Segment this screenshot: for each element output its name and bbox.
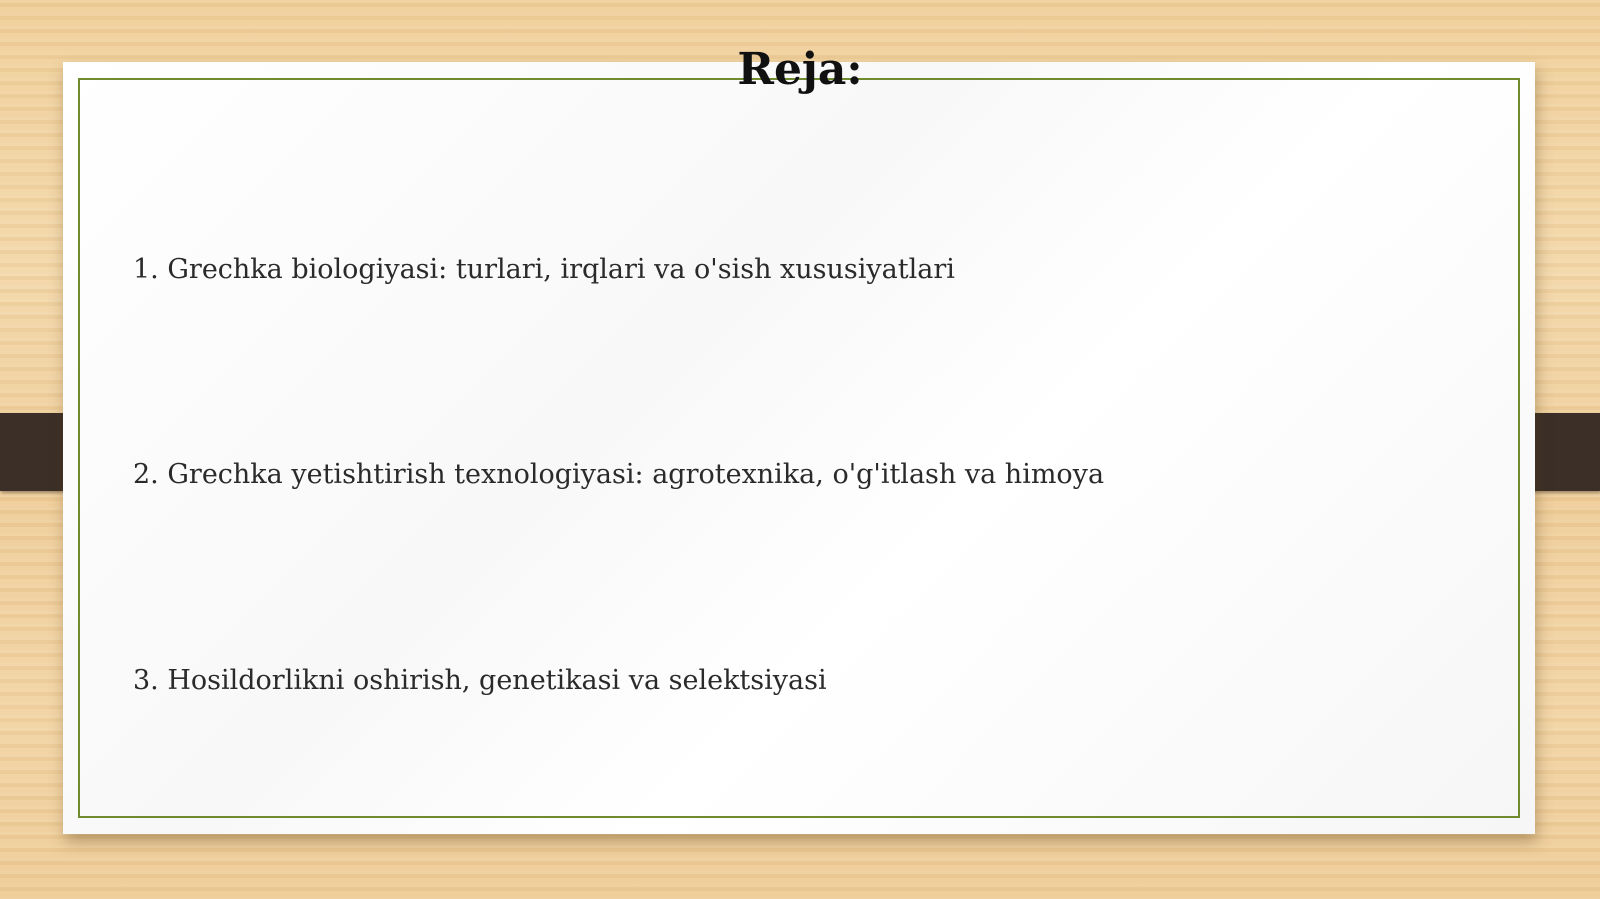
slide-border-frame xyxy=(78,78,1520,818)
plan-item-2: 2. Grechka yetishtirish texnologiyasi: agrotexnika, o'g'itlash va himoya xyxy=(133,459,1105,490)
slide-card xyxy=(63,62,1535,834)
plan-item-3: 3. Hosildorlikni oshirish, genetikasi va selektsiyasi xyxy=(133,665,827,696)
slide-title: Reja: xyxy=(737,44,863,95)
plan-item-1: 1. Grechka biologiyasi: turlari, irqlari va o'sish xususiyatlari xyxy=(133,254,955,285)
title-wrapper xyxy=(0,42,1600,98)
